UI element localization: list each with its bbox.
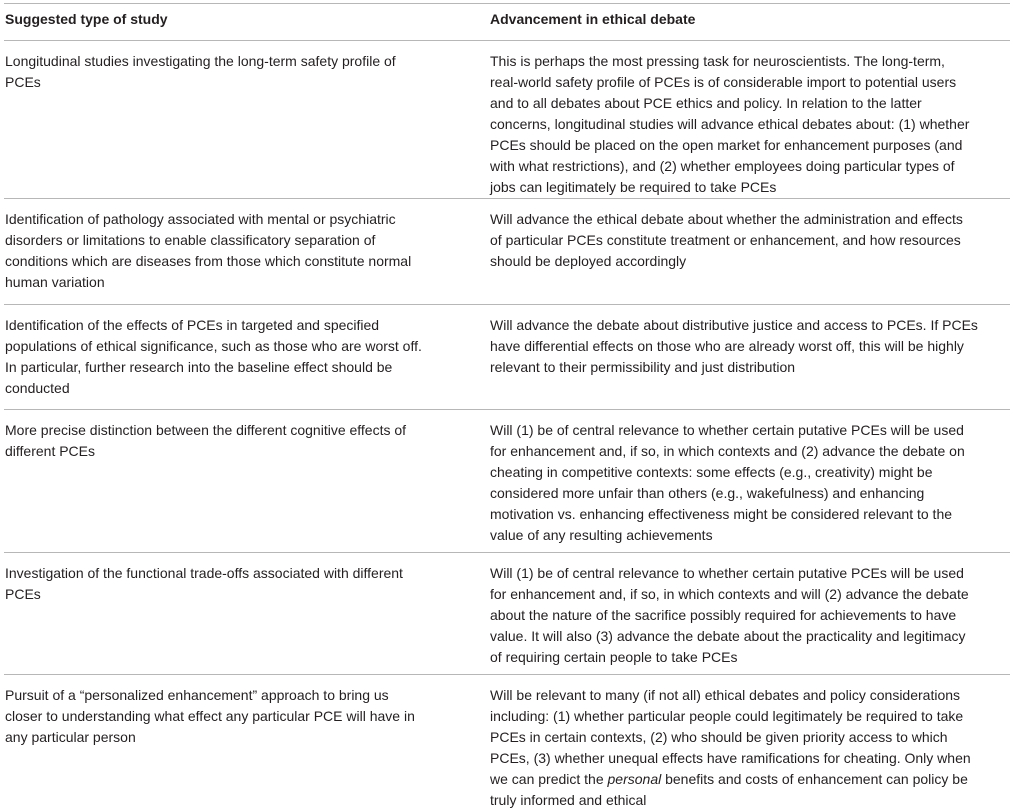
advancement-cell: Will advance the debate about distributive justice and access to PCEs. If PCEs have differential effects on those who are already worst off, this will be highly relevant to their permissibility and just distribution <box>490 317 978 375</box>
table-row <box>4 199 1010 305</box>
advancement-text-after: benefits and costs of enhancement can policy be truly informed and ethical <box>490 771 968 808</box>
table-row <box>4 41 1010 199</box>
table-row <box>4 305 1010 410</box>
advancement-cell <box>490 675 1010 808</box>
study-cell: Identification of pathology associated with mental or psychiatric disorders or limitations to enable classificatory separation of conditions which are diseases from those which constitute normal human variation <box>5 211 412 290</box>
header-suggested-study: Suggested type of study <box>5 11 168 27</box>
advancement-cell: Will advance the ethical debate about whether the administration and effects of particular PCEs constitute treatment or enhancement, and how resources should be deployed accordingly <box>490 211 963 269</box>
study-cell: Longitudinal studies investigating the long-term safety profile of PCEs <box>5 53 396 90</box>
advancement-text-before: Will be relevant to many (if not all) ethical debates and policy considerations including: (1) whether particular people could legitimately be required to take PCEs in certain contexts, (2) who should be given priority access to which PCEs, (3) whether unequal effects have ramifications for cheating. Only when we can predict the <box>490 687 971 787</box>
ethics-table <box>0 3 1014 808</box>
advancement-cell: Will (1) be of central relevance to whether certain putative PCEs will be used for enhancement and, if so, in which contexts and (2) advance the debate on cheating in competitive contexts: some effects (e.g., creativity) might be considered more unfair than others (e.g., wakefulness) and enhancing motivation vs. enhancing effectiveness might be considered relevant to the value of any resulting achievements <box>490 422 965 543</box>
advancement-cell: This is perhaps the most pressing task for neuroscientists. The long-term, real-world safety profile of PCEs is of considerable import to potential users and to all debates about PCE ethics and policy. In relation to the latter concerns, longitudinal studies will advance ethical debates about: (1) whether PCEs should be placed on the open market for enhancement purposes (and with what restrictions), and (2) whether employees doing particular types of jobs can legitimately be required to take PCEs <box>490 53 970 195</box>
advancement-cell: Will (1) be of central relevance to whether certain putative PCEs will be used for enhancement and, if so, in which contexts and will (2) advance the debate about the nature of the sacrifice possibly required for achievements to have value. It will also (3) advance the debate about the practicality and legitimacy of requiring certain people to take PCEs <box>490 565 969 665</box>
table-header-row <box>4 4 1010 41</box>
table-row <box>4 553 1010 675</box>
advancement-text-emphasis: personal <box>607 771 662 787</box>
study-cell: Pursuit of a “personalized enhancement” approach to bring us closer to understanding what effect any particular PCE will have in any particular person <box>5 687 415 745</box>
table-row <box>4 675 1010 808</box>
study-cell: Investigation of the functional trade-offs associated with different PCEs <box>5 565 403 602</box>
study-cell: Identification of the effects of PCEs in targeted and specified populations of ethical significance, such as those who are worst off. In particular, further research into the baseline effect should be conducted <box>5 317 422 396</box>
table-row <box>4 410 1010 553</box>
header-advancement-debate: Advancement in ethical debate <box>490 11 696 27</box>
study-cell: More precise distinction between the different cognitive effects of different PCEs <box>5 422 407 459</box>
